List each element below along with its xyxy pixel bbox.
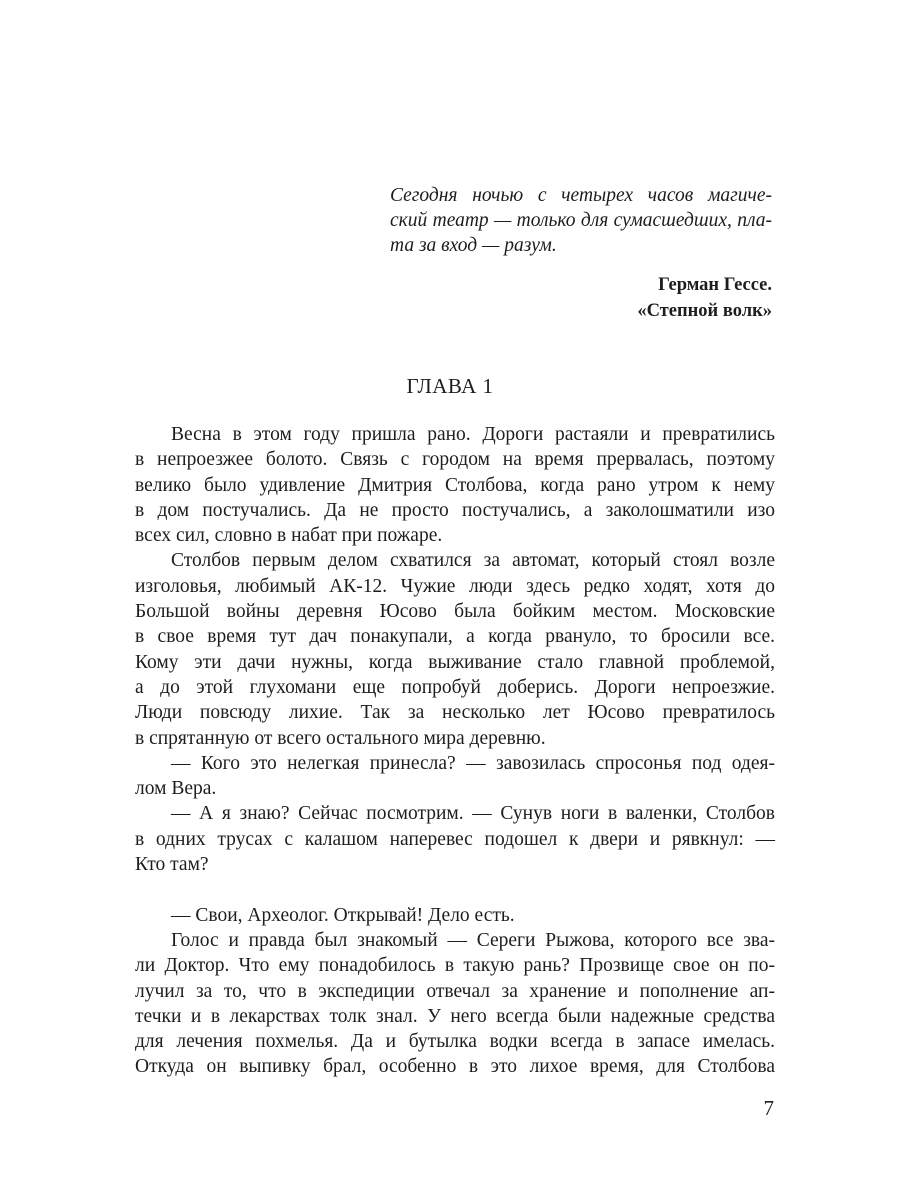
text-line: — А я знаю? Сейчас посмотрим. — Сунув ноги в валенки, Столбов [171,803,775,825]
text-line: Весна в этом году пришла рано. Дороги растаяли и превратились [171,424,775,445]
text-line: а до этой глухомани еще попробуй доберись. Дороги непроезжие. [135,676,775,698]
text-line: в одних трусах с калашом наперевес подошел к двери и рявкнул: — [135,828,775,850]
epigraph-line: Сегодня ночью с четырех часов магиче- [390,185,772,206]
epigraph-line: та за вход — разум. [390,235,557,256]
text-line: ли Доктор. Что ему понадобилось в такую рань? Прозвище свое он по- [135,955,775,977]
epigraph-work: «Степной волк» [637,301,772,321]
text-line: в свое время тут дач понакупали, а когда рвануло, то бросили все. [135,626,775,648]
epigraph-line: ский театр — только для сумасшедших, пла- [390,210,772,231]
epigraph-author: Герман Гессе. [658,275,772,295]
epigraph [390,183,772,324]
text-line: Столбов первым делом схватился за автомат, который стоял возле [171,550,775,572]
text-line: Кому эти дачи нужны, когда выживание стало главной проблемой, [135,651,775,673]
page-number: 7 [763,1096,774,1120]
text-line: лом Вера. [135,778,217,800]
text-line: Откуда он выпивку брал, особенно в это лихое время, для Столбова [135,1056,775,1078]
text-line: Кто там? [135,854,209,876]
text-line: для лечения похмелья. Да и бутылка водки всегда в запасе имелась. [135,1031,775,1053]
text-line: Голос и правда был знакомый — Сереги Рыжова, которого все зва- [171,929,775,951]
text-line: в дом постучались. Да не просто постучались, а заколошматили изо [135,499,775,521]
body-text [135,422,775,1080]
text-line: Большой войны деревня Юсово была бойким местом. Московские [135,601,775,623]
text-line: — Кого это нелегкая принесла? — завозилась спросонья под одея- [171,752,775,774]
text-line: велико было удивление Дмитрия Столбова, когда рано утром к нему [135,474,775,496]
text-line: в спрятанную от всего остального мира деревню. [135,727,546,749]
epigraph-attribution [390,272,772,324]
text-line: Люди повсюду лихие. Так за несколько лет Юсово превратилось [135,702,775,724]
paragraph-gap [135,877,775,902]
text-line: лучил за то, что в экспедиции отвечал за хранение и пополнение ап- [135,980,775,1002]
text-line: — Свои, Археолог. Открывай! Дело есть. [171,904,515,926]
text-line: изголовья, любимый АК-12. Чужие люди здесь редко ходят, хотя до [135,575,775,597]
text-line: течки и в лекарствах толк знал. У него всегда были надежные средства [135,1005,775,1027]
text-line: в непроезжее болото. Связь с городом на время прервалась, поэтому [135,449,775,471]
text-line: всех сил, словно в набат при пожаре. [135,525,443,547]
chapter-title: ГЛАВА 1 [406,374,494,398]
